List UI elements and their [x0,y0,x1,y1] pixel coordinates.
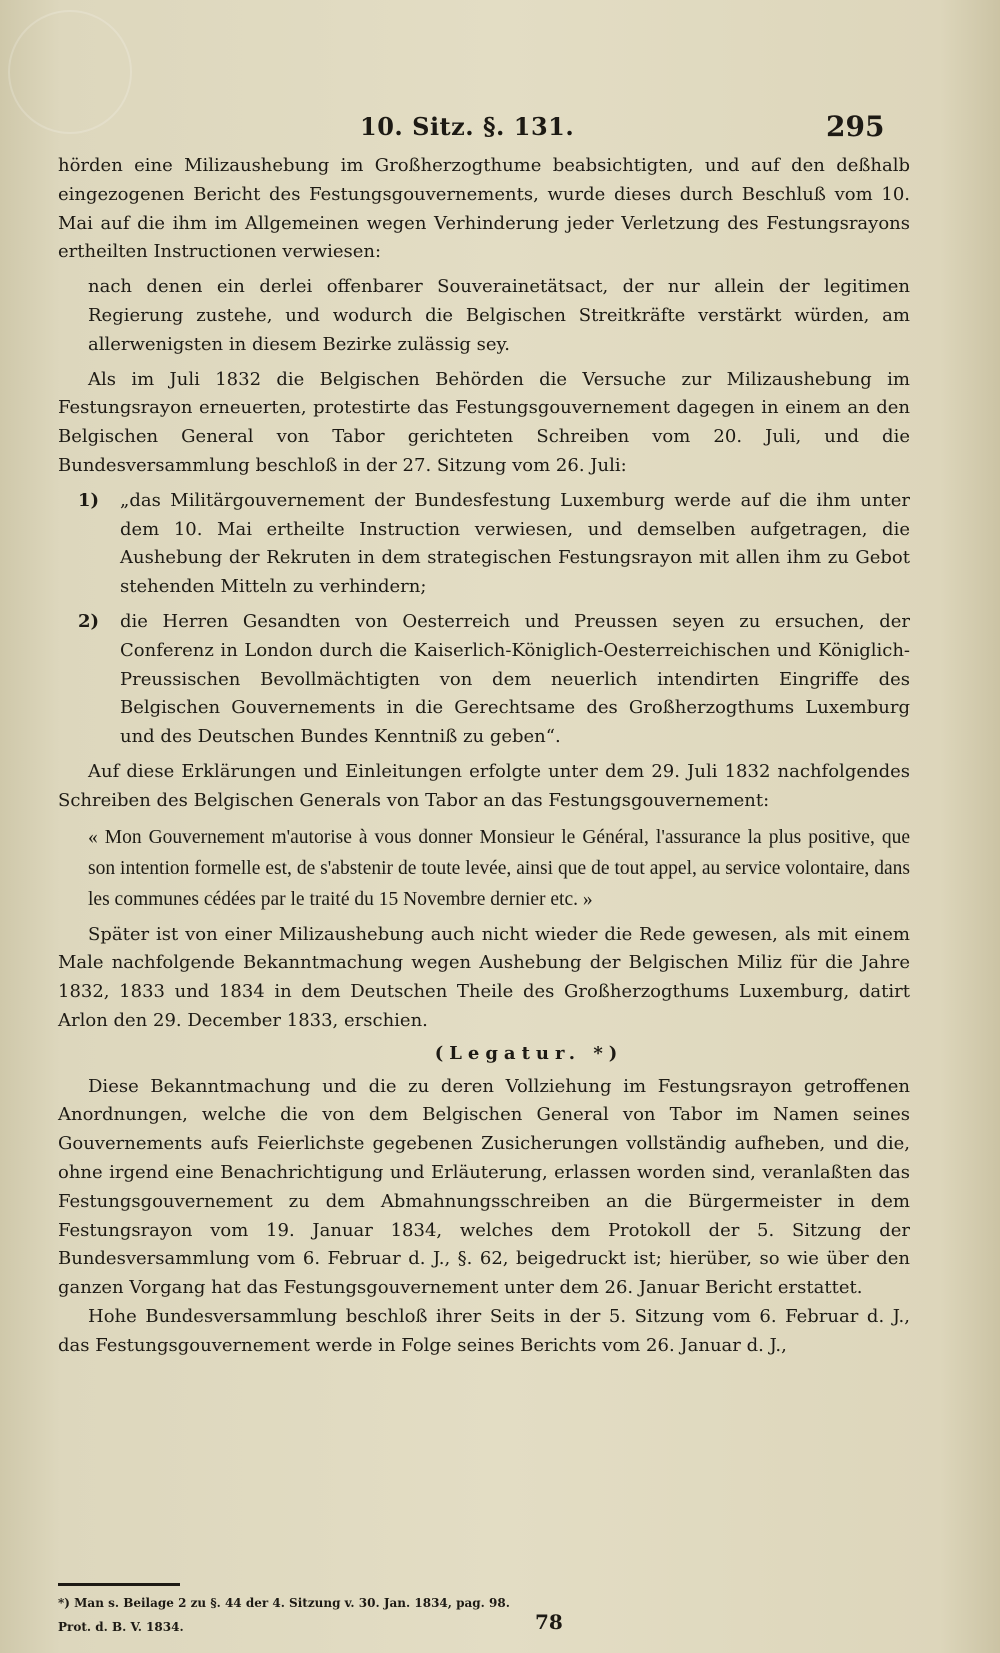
imprint: Prot. d. B. V. 1834. [58,1620,184,1634]
paragraph-spaeter: Später ist von einer Milizaushebung auch nicht wieder die Rede gewesen, als mit einem Male nachfolgende Bekanntmachung wegen Aushebung der Belgischen Miliz für die Jahre 1832, 1833 und 1834 in dem Deutschen Theile des Großherzogthums Luxemburg, datirt Arlon den 29. December 1833, erschien. [58,923,910,1031]
paragraph-hohe-bundesversammlung: Hohe Bundesversammlung beschloß ihrer Seits in der 5. Sitzung vom 6. Februar d. J., das Festungsgouvernement werde in Folge seines Berichts vom 26. Januar d. J., [58,1305,910,1356]
paragraph-1: hörden eine Milizaushebung im Großherzogthume beabsichtigten, und auf den deßhalb eingezogenen Bericht des Festungsgouvernements, wurde dieses durch Beschluß vom 10. Mai auf die ihm im Allgemeinen wegen Verhinderung jeder Verletzung des Festungsrayons ertheilten Instructionen verwiesen: [58,155,910,263]
running-head: 10. Sitz. §. 131. [360,112,575,141]
list-item [78,487,910,602]
paragraph-bekanntmachung: Diese Bekanntmachung und die zu deren Vollziehung im Festungsrayon getroffenen Anordnungen, welche die von dem Belgischen General von Tabor im Namen seines Gouvernements aufs Feierlichste gegebenen Zusicherungen vollständig aufheben, und die, ohne irgend eine Benachrichtigung und Erläuterung, erlassen worden sind, veranlaßten das Festungsgouvernement zu dem Abmahnungsschreiben an die Bürgermeister in dem Festungsrayon vom 19. Januar 1834, welches dem Protokoll der 5. Sitzung der Bundesversammlung vom 6. Februar d. J., §. 62, beigedruckt ist; hierüber, so wie über den ganzen Vorgang hat das Festungsgouvernement unter dem 26. Januar Bericht erstattet. [58,1075,910,1299]
list-item [78,608,910,752]
list-text: „das Militärgouvernement der Bundesfestung Luxemburg werde auf die ihm unter dem 10. Mai ertheilte Instruction verwiesen, und demselben aufgetragen, die Aushebung der Rekruten in dem strategischen Festungsrayon mit allen ihm zu Gebot stehenden Mitteln zu verhindern; [120,489,910,598]
page-header [0,112,1000,148]
list-number: 1) [78,489,100,511]
paragraph-quote-instructions: nach denen ein derlei offenbarer Souverainetätsact, der nur allein der legitimen Regierung zustehe, und wodurch die Belgischen Streitkräfte verstärkt würden, am allerwenigsten in diesem Bezirke zulässig sey. [88,276,910,355]
page-number: 295 [826,110,885,143]
french-quote: « Mon Gouvernement m'autorise à vous donner Monsieur le Général, l'assurance la plus positive, que son intention formelle est, de s'abstenir de toute levée, ainsi que de tout appel, au service volontaire, dans les communes cédées par le traité du 15 Novembre dernier etc. » [88,826,910,910]
paragraph-juli-1832: Als im Juli 1832 die Belgischen Behörden die Versuche zur Milizaushebung im Festungsrayon erneuerten, protestirte das Festungsgouvernement dagegen in einem an den Belgischen General von Tabor gerichteten Schreiben vom 20. Juli, und die Bundesversammlung beschloß in der 27. Sitzung vom 26. Juli: [58,368,910,476]
paragraph-erklaerungen: Auf diese Erklärungen und Einleitungen erfolgte unter dem 29. Juli 1832 nachfolgendes Schreiben des Belgischen Generals von Tabor an das Festungsgouvernement: [58,760,910,811]
page-body [58,152,910,1360]
signature-mark: 78 [535,1610,563,1634]
section-title: (Legatur. *) [434,1042,624,1064]
footnote: *) Man s. Beilage 2 zu §. 44 der 4. Sitzung v. 30. Jan. 1834, pag. 98. [58,1596,510,1610]
list-text: die Herren Gesandten von Oesterreich und Preussen seyen zu ersuchen, der Conferenz in London durch die Kaiserlich-Königlich-Oesterreichischen und Königlich-Preussischen Bevollmächtigten von dem neuerlich intendirten Eingriffe des Belgischen Gouvernements in die Gerechtsame des Großherzogthums Luxemburg und des Deutschen Bundes Kenntniß zu geben“. [120,610,910,748]
footnote-divider [58,1583,180,1586]
list-number: 2) [78,610,100,632]
